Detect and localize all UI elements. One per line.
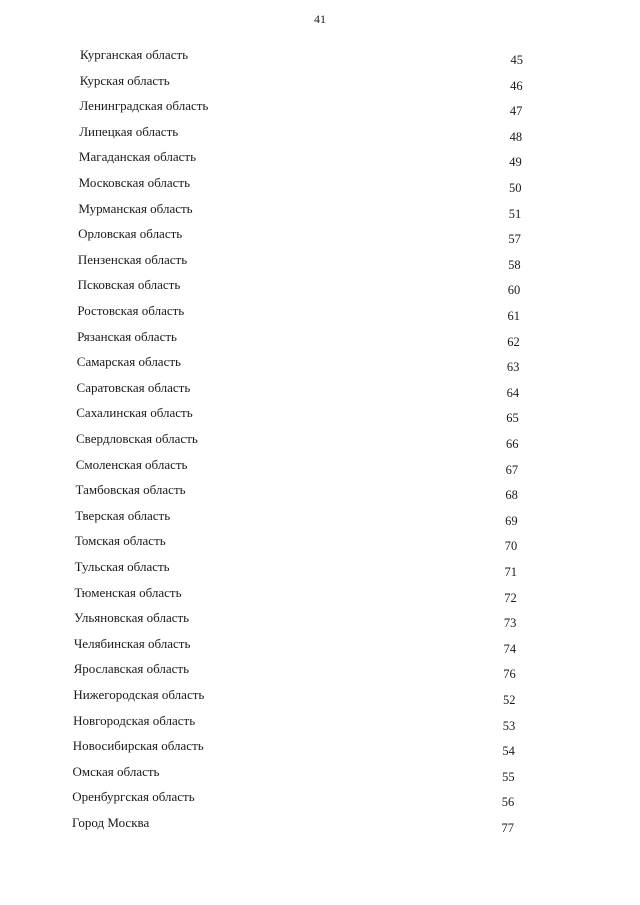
list-item bbox=[73, 764, 515, 784]
region-name: Смоленская область bbox=[75, 456, 188, 472]
list-item bbox=[72, 815, 514, 835]
region-name: Челябинская область bbox=[73, 635, 191, 651]
region-code: 61 bbox=[507, 309, 520, 323]
region-name: Тверская область bbox=[75, 507, 171, 523]
region-name: Тамбовская область bbox=[75, 482, 186, 498]
region-name: Курганская область bbox=[80, 47, 189, 62]
list-item bbox=[79, 175, 522, 195]
region-name: Свердловская область bbox=[76, 431, 198, 446]
region-code: 55 bbox=[502, 769, 515, 784]
list-item bbox=[74, 661, 516, 681]
region-code: 64 bbox=[506, 385, 520, 400]
region-name: Ярославская область bbox=[73, 661, 189, 677]
region-name: Тюменская область bbox=[74, 584, 182, 600]
list-item bbox=[79, 98, 522, 118]
list-item bbox=[72, 789, 514, 809]
region-name: Тульская область bbox=[74, 559, 170, 574]
list-item bbox=[74, 636, 516, 656]
region-name: Орловская область bbox=[78, 226, 183, 242]
region-code: 74 bbox=[503, 641, 517, 656]
list-item bbox=[78, 252, 521, 272]
region-name: Липецкая область bbox=[79, 123, 179, 139]
list-item bbox=[77, 329, 520, 349]
list-item bbox=[73, 687, 515, 707]
list-item bbox=[73, 738, 515, 758]
region-code: 53 bbox=[502, 718, 516, 733]
region-code: 57 bbox=[508, 232, 521, 247]
list-item bbox=[78, 277, 521, 297]
list-item bbox=[78, 226, 521, 246]
region-name: Сахалинская область bbox=[76, 405, 193, 421]
list-item bbox=[80, 47, 523, 67]
region-code: 62 bbox=[507, 334, 520, 349]
region-name: Псковская область bbox=[77, 277, 181, 293]
list-item bbox=[77, 303, 520, 323]
list-item bbox=[73, 713, 515, 733]
region-code: 66 bbox=[506, 437, 519, 451]
region-name: Мурманская область bbox=[78, 200, 193, 216]
list-item bbox=[74, 585, 516, 605]
list-item bbox=[77, 354, 520, 374]
region-code: 47 bbox=[509, 104, 523, 119]
list-item bbox=[79, 124, 522, 144]
list-item bbox=[78, 201, 521, 221]
region-name: Рязанская область bbox=[77, 328, 177, 344]
region-name: Московская область bbox=[78, 175, 191, 190]
region-code: 58 bbox=[508, 257, 521, 272]
region-name: Курская область bbox=[79, 72, 170, 88]
region-code: 77 bbox=[501, 821, 514, 835]
region-name: Город Москва bbox=[72, 815, 150, 830]
region-code: 65 bbox=[506, 411, 519, 426]
region-code: 60 bbox=[507, 283, 521, 298]
region-name: Ростовская область bbox=[77, 303, 185, 318]
region-code: 48 bbox=[509, 129, 523, 144]
list-item bbox=[79, 149, 522, 169]
region-code: 68 bbox=[505, 488, 518, 503]
list-item bbox=[76, 457, 518, 477]
page-number: 41 bbox=[314, 12, 326, 26]
region-name: Самарская область bbox=[76, 354, 181, 370]
region-code: 52 bbox=[502, 693, 516, 707]
region-name: Ульяновская область bbox=[74, 610, 190, 626]
region-code: 45 bbox=[510, 53, 523, 67]
list-item bbox=[76, 431, 519, 451]
region-code: 69 bbox=[505, 513, 518, 528]
list-item bbox=[74, 610, 516, 630]
region-code: 73 bbox=[503, 616, 517, 631]
region-name: Омская область bbox=[72, 763, 160, 779]
region-name: Новгородская область bbox=[73, 712, 196, 728]
region-code: 67 bbox=[505, 462, 519, 477]
region-code: 76 bbox=[503, 667, 516, 682]
list-item bbox=[77, 380, 520, 400]
region-name: Пензенская область bbox=[77, 251, 188, 267]
list-item bbox=[75, 533, 517, 553]
region-name: Оренбургская область bbox=[72, 789, 195, 805]
region-code: 51 bbox=[508, 206, 522, 221]
list-item bbox=[75, 482, 517, 502]
region-code: 56 bbox=[501, 795, 515, 810]
region-name: Нижегородская область bbox=[73, 687, 205, 702]
region-code: 63 bbox=[506, 360, 520, 375]
list-item bbox=[80, 73, 523, 93]
region-code: 70 bbox=[504, 539, 518, 554]
list-item bbox=[75, 508, 517, 528]
list-item bbox=[76, 405, 519, 425]
region-code: 71 bbox=[504, 565, 517, 579]
region-name: Новосибирская область bbox=[72, 738, 204, 754]
region-code: 72 bbox=[504, 590, 517, 605]
region-name: Ленинградская область bbox=[79, 98, 209, 114]
region-code: 49 bbox=[509, 155, 522, 170]
region-name: Томская область bbox=[74, 533, 166, 549]
list-item bbox=[75, 559, 517, 579]
region-name: Саратовская область bbox=[76, 379, 191, 395]
region-code: 54 bbox=[502, 744, 515, 759]
region-code: 46 bbox=[510, 78, 523, 93]
region-name: Магаданская область bbox=[78, 149, 197, 165]
region-code: 50 bbox=[508, 181, 522, 195]
